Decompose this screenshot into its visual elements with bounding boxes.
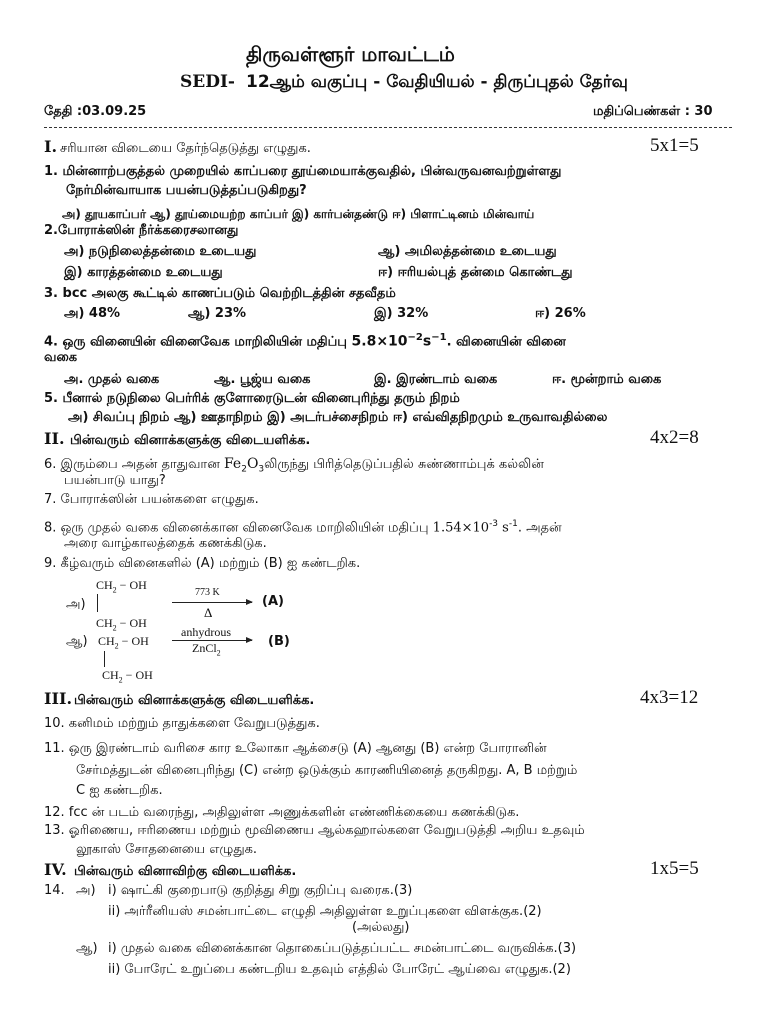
reaction-a-ch2oh-top: $CH_2$ − OH — [96, 578, 147, 595]
section-4-number: IV. — [44, 860, 67, 879]
question-6-line-2: பயன்பாடு யாது? — [64, 473, 166, 488]
question-4-line-1 — [44, 330, 566, 350]
question-7: 7. போராக்ஸின் பயன்களை எழுதுக. — [44, 492, 259, 507]
question-2-option-d: ஈ) ஈரியல்புத் தன்மை கொண்டது — [378, 265, 573, 280]
exam-date: தேதி :03.09.25 — [44, 104, 147, 119]
question-6-tail: லிருந்து பிரித்தெடுப்பதில் சுண்ணாம்புக் கல்லின் — [264, 457, 544, 472]
section-1-number: I. — [44, 137, 58, 156]
question-5-options: அ) சிவப்பு நிறம் ஆ) ஊதாநிறம் இ) அடர்பச்சைநிறம் ஈ) எவ்விதநிறமும் உருவாவதில்லை — [68, 410, 608, 425]
header-divider — [44, 127, 732, 128]
reaction-b-ch2oh-bottom: $CH_2$ − OH — [102, 668, 153, 685]
question-4-option-a: அ. முதல் வகை — [64, 372, 160, 387]
reaction-a-ch2oh-bottom: $CH_2$ − OH — [96, 616, 147, 633]
question-3-option-c: இ) 32% — [374, 306, 429, 321]
total-marks: மதிப்பெண்கள் : 30 — [593, 104, 713, 119]
question-13-line-1: 13. ஓரிணைய, ஈரிணைய மற்றும் மூவிணைய ஆல்கஹால்களை வேறுபடுத்தி அறிய உதவும் — [44, 823, 585, 838]
section-2-heading: பின்வரும் வினாக்களுக்கு விடையளிக்க. — [70, 433, 311, 448]
question-3-option-d: ஈ) 26% — [535, 306, 586, 321]
question-2-option-c: இ) காரத்தன்மை உடையது — [64, 265, 223, 280]
question-4-option-d: ஈ. மூன்றாம் வகை — [552, 372, 662, 387]
question-6-formula-fe: Fe — [223, 456, 242, 472]
reaction-b-label: ஆ) — [66, 634, 88, 649]
question-4-tail: . வினையின் வினை — [446, 334, 566, 350]
question-14-number: 14. — [44, 883, 65, 898]
reaction-a-bond — [97, 594, 98, 612]
section-3-number: III. — [44, 689, 73, 708]
question-14-part-b-label: ஆ) — [76, 941, 98, 956]
reaction-b-catalyst-name: anhydrous — [181, 625, 231, 639]
question-12: 12. fcc ன் படம் வரைந்து, அதிலுள்ள அணுக்களின் எண்ணிக்கையை கணக்கிடுக. — [44, 805, 520, 820]
question-4-unit: s — [422, 333, 432, 350]
question-4-rate-value: 5.8×10 — [351, 333, 408, 350]
question-2: 2.போராக்ஸின் நீர்க்கரைசலானது — [44, 223, 239, 238]
question-6-sub-2: 3 — [258, 464, 265, 475]
question-3-option-a: அ) 48% — [64, 306, 121, 321]
question-8-line-1 — [44, 516, 562, 536]
reaction-a-arrow — [172, 602, 252, 603]
question-8-tail: . அதன் — [517, 520, 562, 536]
question-1-options: அ) தூயகாப்பர் ஆ) தூய்மையற்ற காப்பர் இ) கார்பன்தண்டு ஈ) பிளாட்டினம் மின்வாய் — [62, 207, 535, 221]
exam-title: 12ஆம் வகுப்பு - வேதியியல் - திருப்புதல் தேர்வு — [246, 72, 628, 92]
section-2-marks: 4x2=8 — [650, 427, 699, 448]
question-10: 10. கனிமம் மற்றும் தாதுக்களை வேறுபடுத்துக. — [44, 716, 320, 731]
section-3-marks: 4x3=12 — [640, 687, 699, 708]
question-8-exp-1: -3 — [489, 519, 499, 529]
reaction-a-product: (A) — [262, 594, 284, 609]
question-6-text: 6. இரும்பை அதன் தாதுவான — [44, 457, 220, 472]
section-1-heading: சரியான விடையை தேர்ந்தெடுத்து எழுதுக. — [60, 141, 311, 156]
section-1-marks: 5x1=5 — [650, 135, 699, 156]
question-8-unit: s — [498, 520, 509, 536]
reaction-a-temperature: 773 K — [195, 587, 220, 598]
question-11-line-1: 11. ஒரு இரண்டாம் வரிசை கார உலோகா ஆக்சைடு (A) ஆனது (B) என்ற போரானின் — [44, 741, 547, 756]
question-4-exp-2: −1 — [431, 332, 447, 343]
reaction-b-ch2oh-top: $CH_2$ − OH — [98, 634, 149, 651]
question-5: 5. பீனால் நடுநிலை பெர்ரிக் குளோரைடுடன் வினைபுரிந்து தரும் நிறம் — [44, 391, 460, 406]
question-14-or: (அல்லது) — [352, 920, 410, 935]
question-4-exp-1: −2 — [407, 332, 423, 343]
question-4-option-b: ஆ. பூஜ்ய வகை — [214, 372, 311, 387]
question-1-line-1: 1. மின்னாற்பகுத்தல் முறையில் காப்பரை தூய்மையாக்குவதில், பின்வருவனவற்றுள்ளது — [44, 164, 562, 179]
district-title: திருவள்ளூர் மாவட்டம் — [246, 42, 455, 66]
question-2-option-a: அ) நடுநிலைத்தன்மை உடையது — [64, 244, 257, 259]
question-6-sub-1: 2 — [241, 464, 247, 475]
section-4-marks: 1x5=5 — [650, 858, 699, 879]
reaction-a-label: அ) — [66, 597, 86, 612]
reaction-b-bond — [104, 651, 105, 667]
sedi-label: SEDI- — [180, 72, 235, 92]
question-11-line-3: C ஐ கண்டறிக. — [76, 783, 163, 798]
reaction-b-product: (B) — [268, 634, 290, 649]
question-14-b-ii: ii) போரேட் உறுப்பை கண்டறிய உதவும் எத்தில் போரேட் ஆய்வை எழுதுக.(2) — [108, 962, 571, 977]
question-14-a-ii: ii) அர்ரீனியஸ் சமன்பாட்டை எழுதி அதிலுள்ள உறுப்புகளை விளக்குக.(2) — [108, 904, 542, 919]
section-3-heading: பின்வரும் வினாக்களுக்கு விடையளிக்க. — [74, 693, 315, 708]
question-3: 3. bcc அலகு கூட்டில் காணப்படும் வெற்றிடத்தின் சதவீதம் — [44, 286, 396, 301]
question-9: 9. கீழ்வரும் வினைகளில் (A) மற்றும் (B) ஐ கண்டறிக. — [44, 556, 361, 571]
question-14-b-i: i) முதல் வகை வினைக்கான தொகைப்படுத்தப்பட்ட சமன்பாட்டை வருவிக்க.(3) — [108, 941, 577, 956]
section-4-heading: பின்வரும் வினாவிற்கு விடையளிக்க. — [74, 864, 297, 879]
question-13-line-2: லூகாஸ் சோதனையை எழுதுக. — [76, 842, 258, 857]
question-8-text: 8. ஒரு முதல் வகை வினைக்கான வினைவேக மாறிலியின் மதிப்பு — [44, 520, 429, 536]
question-1-line-2: நேர்மின்வாயாக பயன்படுத்தப்படுகிறது? — [66, 183, 307, 198]
section-2-number: II. — [44, 429, 65, 448]
question-11-line-2: சேர்மத்துடன் வினைபுரிந்து (C) என்ற ஒடுக்கும் காரணியினைத் தருகிறது. A, B மற்றும் — [76, 763, 578, 778]
question-8-exp-2: -1 — [508, 519, 518, 529]
question-4-text: 4. ஒரு வினையின் வினைவேக மாறிலியின் மதிப்பு — [44, 334, 347, 350]
question-8-rate-value: 1.54×10 — [432, 520, 490, 536]
question-14-a-i: i) ஷாட்கி குறைபாடு குறித்து சிறு குறிப்பு வரைக.(3) — [108, 883, 413, 898]
question-3-option-b: ஆ) 23% — [188, 306, 247, 321]
question-4-option-c: இ. இரண்டாம் வகை — [374, 372, 498, 387]
question-6-formula-o: O — [246, 456, 259, 472]
question-2-option-b: ஆ) அமிலத்தன்மை உடையது — [378, 244, 557, 259]
reaction-b-catalyst-formula: ZnCl$_2$ — [192, 641, 221, 658]
reaction-a-heat: Δ — [204, 605, 213, 620]
question-14-part-a-label: அ) — [76, 883, 96, 898]
question-8-line-2: அரை வாழ்காலத்தைக் கணக்கிடுக. — [64, 536, 267, 551]
question-4-line-2: வகை — [44, 350, 78, 365]
